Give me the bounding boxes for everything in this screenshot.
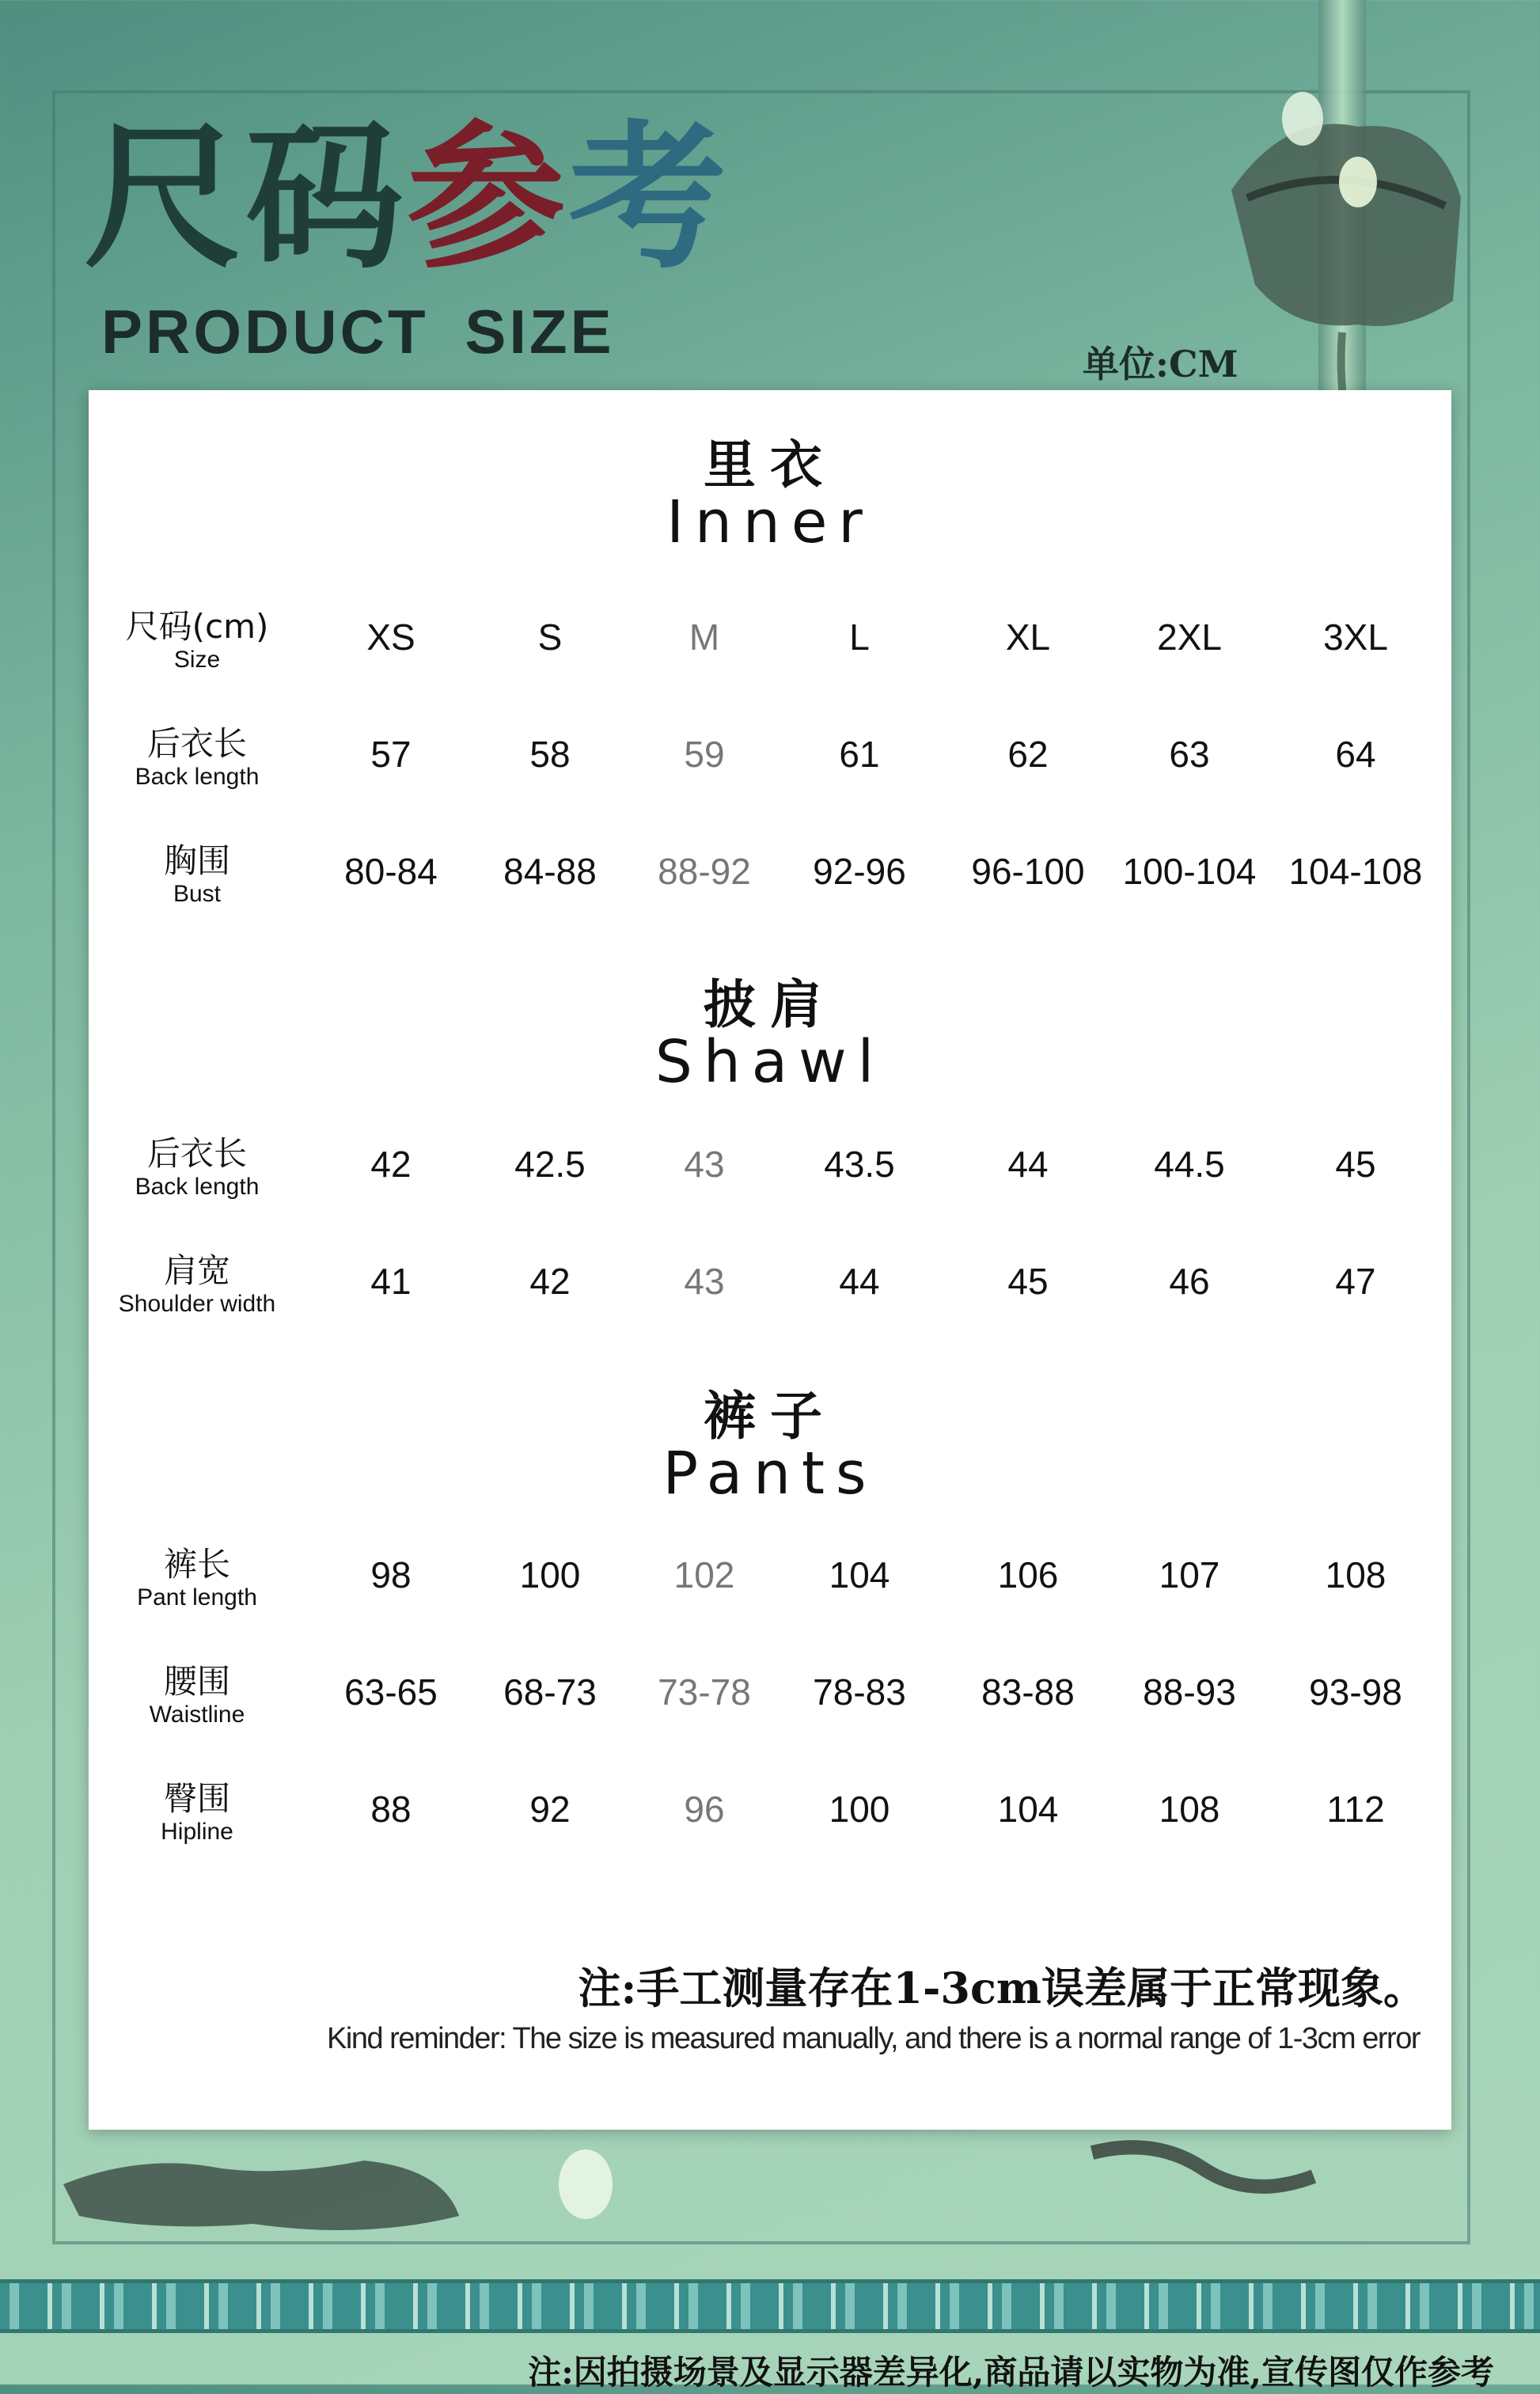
unit-label: 单位:CM bbox=[1083, 343, 1238, 385]
table-cell: 106 bbox=[997, 1554, 1059, 1595]
page-title-english: PRODUCT SIZE bbox=[101, 297, 615, 366]
table-row bbox=[89, 1663, 1451, 1766]
table-row bbox=[89, 842, 1451, 945]
table-cell: 104 bbox=[829, 1554, 890, 1595]
size-cell: M bbox=[688, 617, 720, 658]
section-title-inner bbox=[89, 434, 1451, 557]
table-cell: 45 bbox=[1335, 1144, 1376, 1185]
table-cell: 42 bbox=[529, 1261, 571, 1302]
decorative-pattern-band bbox=[0, 2279, 1540, 2333]
row-label-cn: 胸围 bbox=[163, 841, 230, 880]
row-label bbox=[114, 725, 280, 791]
table-cell: 47 bbox=[1335, 1261, 1376, 1302]
decorative-bottom-illustration bbox=[47, 2121, 1512, 2279]
row-label bbox=[114, 1252, 280, 1318]
table-cell: 57 bbox=[370, 734, 412, 775]
row-label-cn: 腰围 bbox=[163, 1662, 230, 1701]
table-cell: 88-92 bbox=[658, 851, 751, 892]
table-cell: 100-104 bbox=[1122, 851, 1257, 892]
row-label bbox=[114, 1780, 280, 1846]
row-label-cn: 裤长 bbox=[163, 1545, 230, 1584]
row-label-en: Hipline bbox=[161, 1819, 233, 1846]
row-label-cn: 肩宽 bbox=[163, 1251, 230, 1290]
disclaimer-note: 注:因拍摄场景及显示器差异化,商品请以实物为准,宣传图仅作参考 bbox=[528, 2353, 1494, 2392]
table-cell: 98 bbox=[370, 1554, 412, 1595]
size-chart-card bbox=[89, 390, 1451, 2130]
table-cell: 83-88 bbox=[981, 1671, 1075, 1713]
table-cell: 104 bbox=[997, 1789, 1059, 1830]
section-title-cn: 里衣 bbox=[704, 434, 836, 495]
measurement-note-cn: 注:手工测量存在1-3cm误差属于正常现象。 bbox=[578, 1963, 1426, 2013]
table-cell: 80-84 bbox=[344, 851, 438, 892]
title-char-2: 码 bbox=[245, 104, 408, 290]
table-row bbox=[89, 1135, 1451, 1238]
table-cell: 42 bbox=[370, 1144, 412, 1185]
table-cell: 43.5 bbox=[824, 1144, 895, 1185]
table-cell: 73-78 bbox=[658, 1671, 751, 1713]
table-cell: 100 bbox=[829, 1789, 890, 1830]
size-cell: 3XL bbox=[1323, 617, 1388, 658]
table-cell: 96 bbox=[684, 1789, 725, 1830]
table-cell: 41 bbox=[370, 1261, 412, 1302]
table-cell: 78-83 bbox=[813, 1671, 906, 1713]
table-cell: 61 bbox=[839, 734, 880, 775]
table-cell: 108 bbox=[1325, 1554, 1386, 1595]
table-cell: 44.5 bbox=[1154, 1144, 1225, 1185]
table-cell: 96-100 bbox=[971, 851, 1085, 892]
size-header-row bbox=[89, 608, 1451, 711]
table-cell: 44 bbox=[1007, 1144, 1049, 1185]
row-label-en: Bust bbox=[173, 881, 222, 908]
section-title-cn: 裤子 bbox=[704, 1385, 836, 1447]
table-row bbox=[89, 1780, 1451, 1883]
row-label-en: Back length bbox=[135, 764, 260, 791]
row-label bbox=[114, 1546, 280, 1612]
table-cell: 108 bbox=[1159, 1789, 1220, 1830]
table-cell: 107 bbox=[1159, 1554, 1220, 1595]
table-cell: 44 bbox=[839, 1261, 880, 1302]
section-title-en: Pants bbox=[662, 1440, 878, 1508]
table-cell: 102 bbox=[673, 1554, 735, 1595]
section-title-en: Inner bbox=[666, 488, 874, 557]
table-cell: 63-65 bbox=[344, 1671, 438, 1713]
table-cell: 45 bbox=[1007, 1261, 1049, 1302]
row-label-en: Waistline bbox=[149, 1702, 245, 1728]
size-cell: S bbox=[537, 617, 563, 658]
table-cell: 63 bbox=[1169, 734, 1210, 775]
size-cell: 2XL bbox=[1157, 617, 1222, 658]
table-cell: 43 bbox=[684, 1144, 725, 1185]
title-char-3: 参 bbox=[407, 104, 569, 290]
row-label bbox=[114, 1135, 280, 1201]
section-title-shawl bbox=[89, 973, 1451, 1097]
table-cell: 59 bbox=[684, 734, 725, 775]
row-label-cn: 后衣长 bbox=[146, 1134, 247, 1173]
table-cell: 104-108 bbox=[1288, 851, 1423, 892]
table-cell: 92-96 bbox=[813, 851, 906, 892]
table-row bbox=[89, 1252, 1451, 1355]
row-label-cn: 后衣长 bbox=[146, 724, 247, 763]
page-title-chinese bbox=[84, 104, 730, 290]
table-cell: 42.5 bbox=[514, 1144, 586, 1185]
table-cell: 64 bbox=[1335, 734, 1376, 775]
row-label-en: Size bbox=[173, 647, 221, 673]
size-cell: XL bbox=[1005, 617, 1051, 658]
title-char-1: 尺 bbox=[84, 104, 246, 290]
table-cell: 84-88 bbox=[503, 851, 597, 892]
row-label-cn: 尺码(cm) bbox=[125, 607, 269, 646]
measurement-note-en: Kind reminder: The size is measured manually, and there is a normal range of 1-3cm error bbox=[327, 2022, 1420, 2055]
table-cell: 112 bbox=[1326, 1789, 1385, 1830]
title-char-4: 考 bbox=[568, 104, 730, 290]
table-row bbox=[89, 1546, 1451, 1648]
table-cell: 46 bbox=[1169, 1261, 1210, 1302]
row-label-en: Back length bbox=[135, 1174, 260, 1201]
section-title-cn: 披肩 bbox=[704, 973, 836, 1035]
row-label-en: Shoulder width bbox=[118, 1291, 276, 1318]
row-label bbox=[114, 608, 280, 674]
table-cell: 92 bbox=[529, 1789, 571, 1830]
section-title-pants bbox=[89, 1385, 1451, 1508]
table-cell: 88-93 bbox=[1143, 1671, 1236, 1713]
table-cell: 68-73 bbox=[503, 1671, 597, 1713]
row-label-cn: 臀围 bbox=[163, 1779, 230, 1818]
size-cell: L bbox=[849, 617, 870, 658]
size-cell: XS bbox=[366, 617, 415, 658]
table-row bbox=[89, 725, 1451, 828]
table-cell: 62 bbox=[1007, 734, 1049, 775]
table-cell: 88 bbox=[370, 1789, 412, 1830]
table-cell: 58 bbox=[529, 734, 571, 775]
row-label bbox=[114, 1663, 280, 1729]
row-label bbox=[114, 842, 280, 909]
section-title-en: Shawl bbox=[654, 1028, 886, 1097]
table-cell: 43 bbox=[684, 1261, 725, 1302]
table-cell: 93-98 bbox=[1309, 1671, 1402, 1713]
row-label-en: Pant length bbox=[137, 1584, 257, 1611]
table-cell: 100 bbox=[519, 1554, 581, 1595]
